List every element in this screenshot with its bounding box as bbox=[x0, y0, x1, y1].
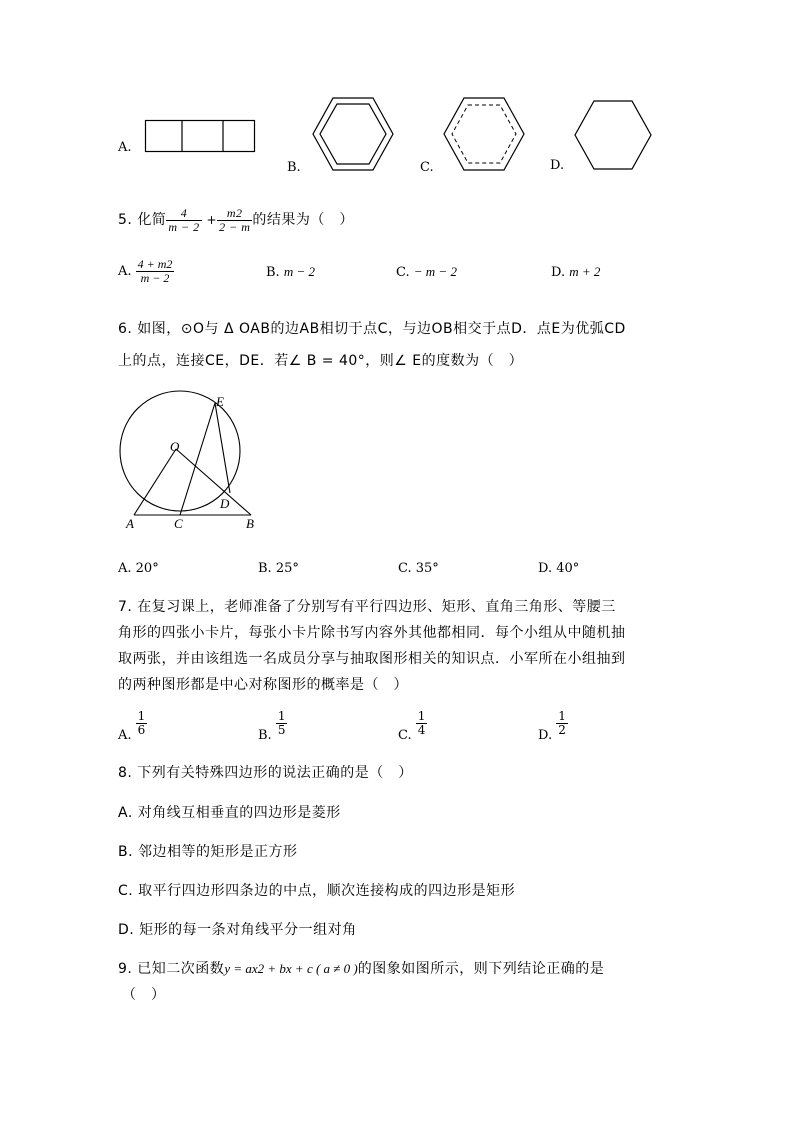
q7-option-c-denominator: 4 bbox=[417, 723, 426, 737]
q6-option-a: A. 20° bbox=[118, 561, 159, 576]
q7-option-c-fraction bbox=[416, 710, 428, 737]
q6-option-b: B. 25° bbox=[258, 561, 299, 576]
q5-stem bbox=[118, 204, 354, 236]
q5-option-b-label: B. bbox=[266, 265, 280, 280]
q8-option-c: C. 取平行四边形四条边的中点，顺次连接构成的四边形是矩形 bbox=[118, 883, 516, 899]
q6-stem-line-2: 上的点，连接CE，DE．若∠ B = 40°，则∠ E的度数为（ ） bbox=[118, 353, 524, 369]
q9-stem-line-1 bbox=[118, 958, 604, 978]
q5-suffix: 的结果为（ ） bbox=[252, 212, 354, 228]
q7-option-b-denominator: 5 bbox=[277, 723, 286, 737]
q9-suffix: 的图象如图所示，则下列结论正确的是 bbox=[357, 961, 605, 977]
q4-option-c-label: C. bbox=[420, 160, 434, 175]
q5-fraction-2-denominator: 2 − m bbox=[219, 219, 251, 234]
q7-option-a-denominator: 6 bbox=[137, 723, 146, 737]
q7-option-c-label: C. bbox=[398, 728, 412, 743]
q5-option-a-denominator: m − 2 bbox=[140, 271, 170, 285]
q6-stem-line-1: 6. 如图，⊙O与 Δ OAB的边AB相切于点C，与边OB相交于点D．点E为优弧CD bbox=[118, 321, 626, 337]
q7-stem-line-3: 取两张，并由该组选一名成员分享与抽取图形相关的知识点．小军所在小组抽到 bbox=[118, 651, 626, 667]
q5-prefix: 化简 bbox=[137, 212, 167, 228]
q5-fraction-2-numerator: m2 bbox=[217, 207, 252, 221]
q7-option-b-fraction bbox=[276, 710, 288, 737]
q7-option-c-numerator: 1 bbox=[417, 709, 426, 723]
q5-option-b-value: m − 2 bbox=[283, 264, 315, 279]
q7-option-b bbox=[258, 710, 287, 743]
q5-option-d-label: D. bbox=[551, 265, 566, 280]
q8-option-d: D. 矩形的每一条对角线平分一组对角 bbox=[118, 922, 357, 938]
q9-formula: y = ax2 + bx + c ( a ≠ 0 ) bbox=[224, 961, 358, 976]
q7-option-b-label: B. bbox=[258, 728, 272, 743]
q7-option-d-label: D. bbox=[538, 728, 553, 743]
q5-option-c-label: C. bbox=[396, 265, 410, 280]
q7-option-d bbox=[538, 710, 568, 743]
q6-option-c: C. 35° bbox=[398, 561, 439, 576]
q5-fraction-1-denominator: m − 2 bbox=[168, 219, 200, 234]
q5-option-c bbox=[396, 264, 457, 280]
q4-option-d-hexagon-figure bbox=[574, 100, 654, 172]
figure-label-d: D bbox=[220, 496, 230, 511]
q9-prefix: 9. 已知二次函数 bbox=[118, 961, 225, 977]
q4-option-b-label: B. bbox=[287, 160, 301, 175]
figure-label-o: O bbox=[170, 439, 180, 454]
q7-option-c bbox=[398, 710, 427, 743]
q7-option-a bbox=[118, 710, 147, 743]
q5-option-a-label: A. bbox=[118, 264, 132, 279]
q7-option-b-numerator: 1 bbox=[277, 709, 286, 723]
q6-option-d: D. 40° bbox=[538, 561, 580, 576]
q5-number: 5. bbox=[118, 212, 133, 228]
q5-option-d-value: m + 2 bbox=[569, 264, 601, 279]
figure-label-e: E bbox=[216, 394, 224, 409]
q5-option-a-fraction bbox=[136, 258, 175, 285]
q4-option-a-label: A. bbox=[118, 140, 132, 155]
figure-label-b: B bbox=[246, 516, 254, 531]
q4-option-d-label: D. bbox=[550, 158, 565, 173]
q8-option-a: A. 对角线互相垂直的四边形是菱形 bbox=[118, 805, 341, 821]
q5-option-a-numerator: 4 + m2 bbox=[137, 257, 173, 271]
q5-option-b bbox=[266, 264, 315, 280]
figure-label-a: A bbox=[126, 516, 134, 531]
q7-option-a-label: A. bbox=[118, 728, 132, 743]
q5-option-c-value: − m − 2 bbox=[413, 264, 457, 279]
q6-circle-tangent-figure bbox=[112, 388, 272, 530]
q5-fraction-1 bbox=[166, 207, 201, 234]
q5-fraction-1-numerator: 4 bbox=[166, 207, 201, 221]
q7-option-d-denominator: 2 bbox=[558, 723, 566, 737]
q9-stem-line-2: （ ） bbox=[122, 987, 166, 1003]
q7-option-a-fraction bbox=[136, 710, 148, 737]
q5-plus: + bbox=[206, 213, 218, 227]
q4-option-c-dashed-hexagon-figure bbox=[443, 96, 527, 176]
q8-stem: 8. 下列有关特殊四边形的说法正确的是（ ） bbox=[118, 765, 413, 781]
q7-option-d-fraction bbox=[556, 710, 568, 737]
q5-option-d bbox=[551, 264, 600, 280]
q7-option-a-numerator: 1 bbox=[137, 709, 146, 723]
q7-stem-line-4: 的两种图形都是中心对称图形的概率是（ ） bbox=[118, 677, 408, 693]
q7-stem-line-1: 7. 在复习课上，老师准备了分别写有平行四边形、矩形、直角三角形、等腰三 bbox=[118, 599, 616, 615]
q7-option-d-numerator: 1 bbox=[558, 709, 566, 723]
q7-stem-line-2: 角形的四张小卡片，每张小卡片除书写内容外其他都相同．每个小组从中随机抽 bbox=[118, 625, 626, 641]
q4-option-a-rectangles-figure bbox=[145, 120, 257, 154]
q8-option-b: B. 邻边相等的矩形是正方形 bbox=[118, 844, 298, 860]
q5-option-a bbox=[118, 258, 174, 286]
q5-fraction-2 bbox=[217, 207, 252, 234]
q4-option-b-double-hexagon-figure bbox=[312, 96, 396, 176]
figure-label-c: C bbox=[174, 516, 183, 531]
